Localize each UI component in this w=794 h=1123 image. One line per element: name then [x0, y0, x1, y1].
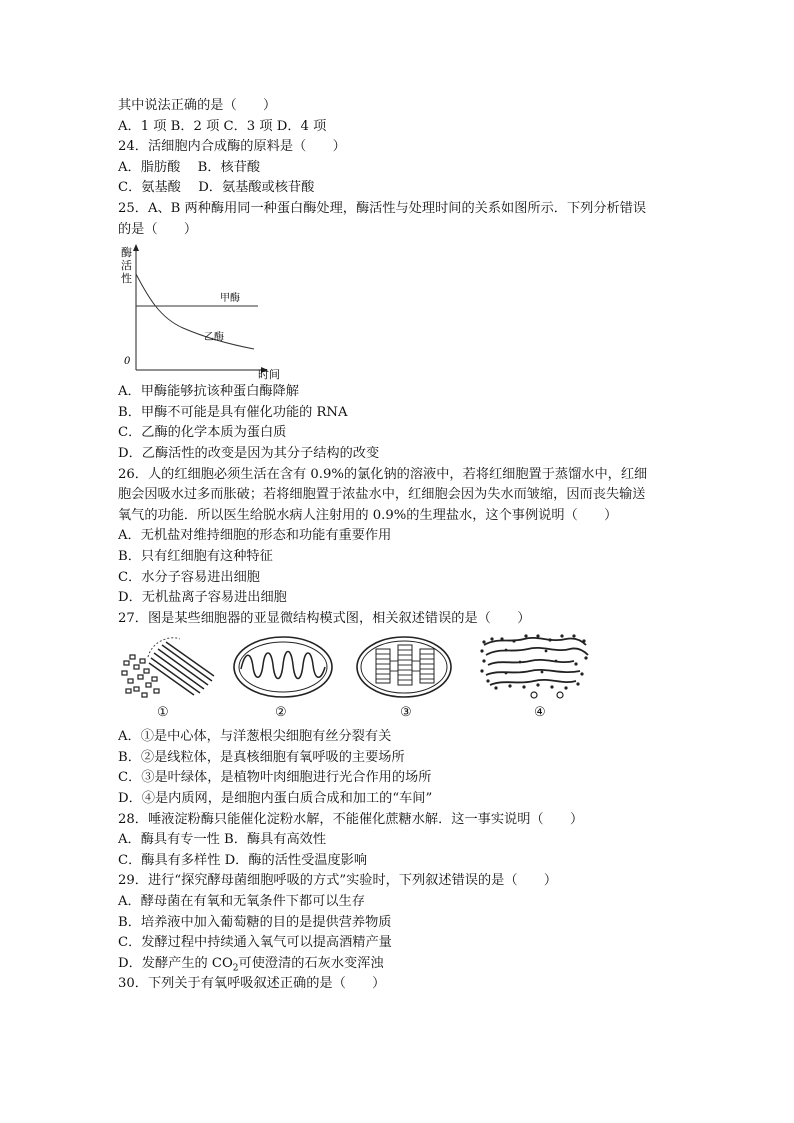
question-24 — [118, 137, 678, 199]
co2-subscript: 2 — [232, 963, 239, 974]
text-line: A．①是中心体，与洋葱根尖细胞有丝分裂有关 — [118, 729, 392, 745]
figure-label-1: ① — [157, 705, 169, 721]
text-line: 28．唾液淀粉酶只能催化淀粉水解，不能催化蔗糖水解．这一事实说明（ ） — [118, 811, 584, 827]
series-b-label: 乙酶 — [204, 332, 224, 344]
question-28 — [118, 810, 678, 872]
text-line: 胞会因吸水过多而胀破；若将细胞置于浓盐水中，红细胞会因为失水而皱缩，因而丧失输送 — [118, 487, 646, 503]
series-b-curve — [136, 274, 254, 349]
text-line: A．甲酶能够抗该种蛋白酶降解 — [118, 384, 299, 400]
question-30 — [118, 974, 678, 995]
text-line: B．培养液中加入葡萄糖的目的是提供营养物质 — [118, 914, 392, 930]
organelle-figures — [118, 631, 678, 727]
text-line: B．②是线粒体，是真核细胞有氧呼吸的主要场所 — [118, 749, 405, 765]
text-line: 25．A、B 两种酶用同一种蛋白酶处理，酶活性与处理时间的关系如图所示．下列分析错误 — [118, 200, 647, 216]
y-axis-arrow — [133, 244, 139, 251]
graph-svg — [118, 242, 298, 380]
text-line: 其中说法正确的是（ ） — [118, 98, 277, 113]
text-line: B．只有红细胞有这种特征 — [118, 548, 273, 564]
text-line: 24．活细胞内合成酶的原料是（ ） — [118, 139, 346, 155]
text-line: 的是（ ） — [118, 221, 198, 237]
text-line: A．酶具有专一性 B．酶具有高效性 — [118, 832, 327, 848]
text-line: A．脂肪酸 B．核苷酸 — [118, 159, 261, 175]
text-line: 29．进行“探究酵母菌细胞呼吸的方式”实验时，下列叙述错误的是（ ） — [118, 873, 558, 889]
text-line: C．氨基酸 D．氨基酸或核苷酸 — [118, 180, 315, 196]
mitochondrion-figure — [231, 631, 335, 703]
exam-page — [118, 96, 678, 995]
figure-label-4: ④ — [534, 705, 546, 721]
text-line: 30．下列关于有氧呼吸叙述正确的是（ ） — [118, 976, 386, 992]
chloroplast-figure — [354, 631, 454, 703]
text-line-co2 — [118, 954, 678, 975]
text-line: B．甲酶不可能是具有催化功能的 RNA — [118, 404, 348, 420]
text-line: 27．图是某些细胞器的亚显微结构模式图，相关叙述错误的是（ ） — [118, 610, 531, 626]
text-line: C．乙酶的化学本质为蛋白质 — [118, 425, 287, 441]
question-29 — [118, 871, 678, 974]
enzyme-activity-graph — [118, 242, 298, 380]
figure-label-2: ② — [275, 705, 287, 721]
endoplasmic-reticulum-figure — [476, 631, 592, 703]
co2-line-after: 可使澄清的石灰水变浑浊 — [238, 955, 384, 971]
text-line: A．无机盐对维持细胞的形态和功能有重要作用 — [118, 528, 392, 544]
text-line: 26．人的红细胞必须生活在含有 0.9%的氯化钠的溶液中，若将红细胞置于蒸馏水中，红细 — [118, 466, 648, 482]
y-label-char: 活 — [121, 259, 132, 273]
text-line: 氧气的功能．所以医生给脱水病人注射用的 0.9%的生理盐水，这个事例说明（ ） — [118, 507, 618, 523]
series-a-label: 甲酶 — [220, 293, 240, 305]
origin-label: 0 — [124, 356, 131, 368]
question-25 — [118, 199, 678, 465]
co2-line-before: D．发酵产生的 CO — [118, 955, 233, 971]
text-line: C．酶具有多样性 D．酶的活性受温度影响 — [118, 852, 368, 868]
figure-label-3: ③ — [400, 705, 412, 721]
y-label-char: 酶 — [121, 246, 132, 260]
text-line: D．无机盐离子容易进出细胞 — [118, 590, 287, 606]
text-line: C．③是叶绿体，是植物叶肉细胞进行光合作用的场所 — [118, 770, 432, 786]
text-line: C．发酵过程中持续通入氧气可以提高酒精产量 — [118, 935, 392, 951]
text-line: D．④是内质网，是细胞内蛋白质合成和加工的“车间” — [118, 791, 433, 807]
text-line: A．1 项 B．2 项 C．3 项 D．4 项 — [118, 118, 327, 134]
text-line: D．乙酶活性的改变是因为其分子结构的改变 — [118, 445, 380, 461]
centriole-figure — [118, 631, 218, 703]
question-27 — [118, 609, 678, 810]
question-23-tail — [118, 96, 678, 137]
question-26 — [118, 465, 678, 609]
text-line: A．酵母菌在有氧和无氧条件下都可以生存 — [118, 894, 365, 910]
text-line: C．水分子容易进出细胞 — [118, 569, 260, 585]
x-axis-label: 时间 — [258, 368, 280, 381]
y-label-char: 性 — [121, 272, 132, 286]
